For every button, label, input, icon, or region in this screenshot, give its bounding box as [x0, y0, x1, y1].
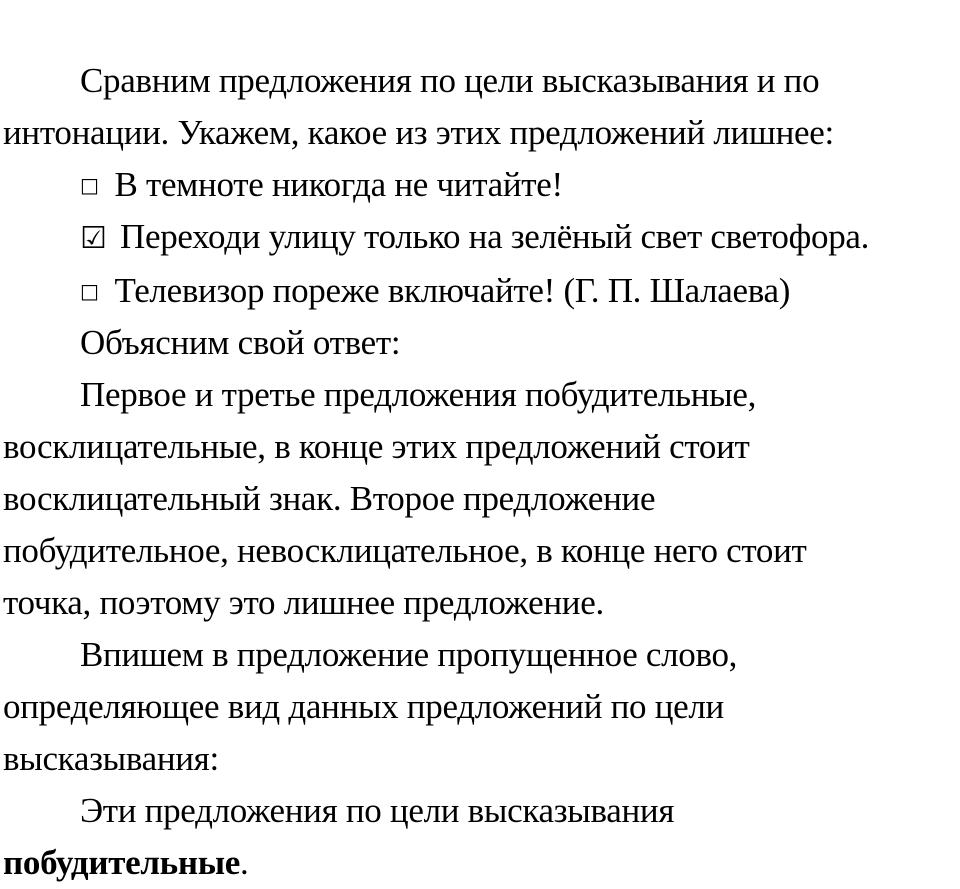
option-1	[3, 159, 960, 211]
option-1-text: В темноте никогда не читайте!	[114, 165, 563, 204]
option-2-text: Переходи улицу только на зелёный свет светофора.	[120, 217, 870, 256]
intro-line-1: Сравним предложения по цели высказывания и по	[80, 61, 820, 100]
answer-period: .	[240, 843, 249, 882]
task2-line: Впишем в предложение пропущенное слово,	[80, 635, 738, 674]
option-3	[3, 265, 960, 317]
option-2	[3, 211, 960, 265]
explanation-line: Первое и третье предложения побудительные,	[80, 375, 757, 414]
explanation-line: побудительное, невосклицательное, в конце него стоит	[3, 531, 807, 570]
explanation-line: восклицательный знак. Второе предложение	[3, 479, 656, 518]
answer-line-1: Эти предложения по цели высказывания	[80, 791, 675, 830]
checked-box-icon: ☑	[80, 221, 107, 256]
document-body	[3, 55, 960, 889]
answer-line-2	[3, 837, 960, 889]
explanation-line: восклицательные, в конце этих предложений стоит	[3, 427, 750, 466]
explain-heading: Объясним свой ответ:	[80, 323, 401, 362]
option-3-text: Телевизор пореже включайте! (Г. П. Шалаева)	[114, 271, 791, 310]
explanation-line: точка, поэтому это лишнее предложение.	[3, 583, 604, 622]
intro-line-2: интонации. Укажем, какое из этих предложений лишнее:	[3, 113, 834, 152]
answer-bold-word: побудительные	[3, 843, 240, 882]
unchecked-box-icon: □	[80, 279, 99, 303]
task2-line: определяющее вид данных предложений по цели	[3, 687, 724, 726]
unchecked-box-icon: □	[80, 173, 99, 197]
task2-line: высказывания:	[3, 739, 219, 778]
